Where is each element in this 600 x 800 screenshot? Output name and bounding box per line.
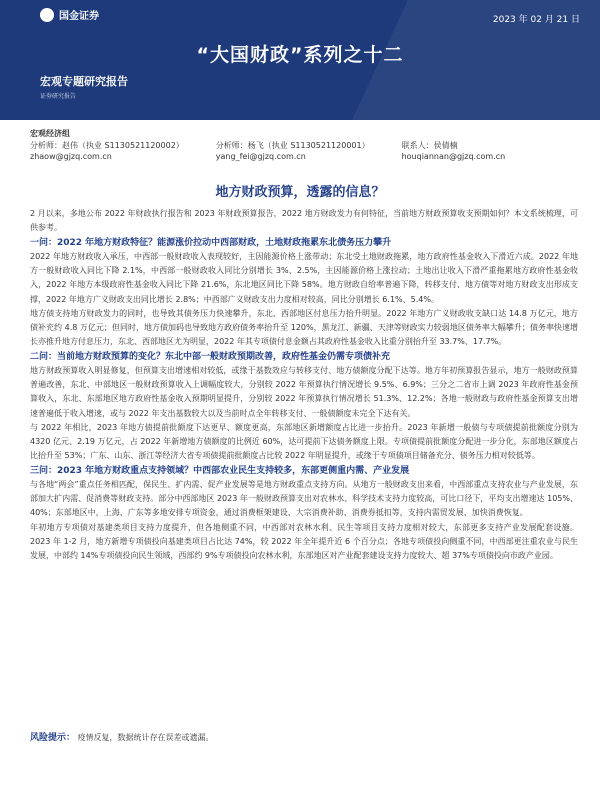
analyst-list xyxy=(30,140,580,162)
contact xyxy=(402,140,506,162)
report-title: “大国财政”系列之十二 xyxy=(196,44,404,66)
section-3-paragraph-2: 年初地方专项债对基建类项目支持力度提升，但各地侧重不同，中西部对农林水利、民生等项目支持力度相对较大，东部更多支持产业发展配套设施。2023 年 1-2 月，地方新增专项债投向基建类项目占比达 74%，较 2022 年全年提升近 6 个百分点；各地专项债投向侧重不同，中西部更注重农业与民生发展，中部约 14%专项债投向民生领域，西部约 9%专项债投向农林水利，东部地区对产业配套建设支持力度较大、超 37%专项债投向市政产业园。 xyxy=(30,522,578,560)
logo-icon xyxy=(40,8,54,22)
intro-paragraph: 2 月以来，多地公布 2022 年财政执行报告和 2023 年财政预算报告，2022 地方财政发力有何特征，当前地方财政预算收支预期如何？本文系统梳理，可供参考。 xyxy=(30,209,578,233)
analyst-info xyxy=(30,128,580,162)
analyst-name: 分析师：杨飞（执业 S1130521120001） xyxy=(215,141,370,150)
research-group: 宏观经济组 xyxy=(30,129,70,138)
section-1-heading: 一问：2022 年地方财政特征？能源涨价拉动中西部财政，土地财政拖累东北债务压力攀升 xyxy=(30,237,392,248)
contact-email: houqiannan@gjzq.com.cn xyxy=(401,152,506,161)
analyst-1 xyxy=(30,140,184,162)
contact-name: 联系人：侯倩楠 xyxy=(401,141,458,150)
report-body xyxy=(30,207,578,563)
section-3-heading: 三问：2023 年地方财政重点支持领域？中西部农业民生支持较多，东部更侧重内需、产业发展 xyxy=(30,465,410,476)
section-3-paragraph-1: 与各地“两会”重点任务相匹配，保民生、扩内需、促产业发展等是地方财政重点支持方向。从地方一般财政支出来看，中西部重点支持农业与产业发展，东部加大扩内需、促消费等财政支持。部分中西部地区 2023 年一般财政预算支出对农林水、科学技术支持力度较高，可比口径下，平均支出增速达 105%、40%；东部地区中，上海、广东等多地安排专项资金，通过消费框架建设、大宗消费补助、消费券抵扣等，支持内需贸发展、加快消费恢复。 xyxy=(30,479,578,518)
section-2-heading: 二问：当前地方财政预算的变化？东北中部一般财政预期改善，政府性基金仍需专项债补充 xyxy=(30,351,391,362)
analyst-2 xyxy=(216,140,370,162)
logo-text: 国金证券 xyxy=(59,11,99,22)
header-banner xyxy=(0,0,600,120)
report-date: 2023 年 02 月 21 日 xyxy=(492,15,580,25)
document-title: 地方财政预算，透露的信息？ xyxy=(215,185,385,200)
section-1-paragraph-1: 2022 年地方财政收入承压，中西部一般财政收入表现较好，主因能源价格上涨带动；东北受土地财政拖累，地方政府性基金收入下滑近六成。2022 年地方一般财政收入同比下降 2.1%，中西部一般财政收入同比分别增长 3%、2.5%，主因能源价格上涨拉动；土地出让收入下滑严重拖累地方政府性基金收入，2022 年地方本级政府性基金收入同比下降 21.6%，东北地区同比下降 58%。地方财政自给率普遍下降，转移支付、地方债等对地方财政支出形成支撑，2022 年地方广义财政支出同比增长 2.8%；中西部广义财政支出力度相对较高，同比分别增长 6.1%、5.4%。 xyxy=(30,251,578,304)
section-1-paragraph-2: 地方债支持地方财政发力的同时，也导致其债务压力快速攀升，东北、西部地区付息压力抬升明显。2022 年地方广义财政收支缺口达 14.8 万亿元，地方债补充约 4.8 万亿元；但同时，地方债加码也导致地方政府债务率抬升至 120%，黑龙江、新疆、天津等财政实力较弱地区债务率大幅攀升；债务率快速增长亦推升地方付息压力，东北、西部地区尤为明显，2022 年其专项债付息金额占其政府性基金收入比重分别抬升至 33.7%、17.7%。 xyxy=(30,308,578,347)
risk-label: 风险提示： xyxy=(30,733,76,743)
analyst-email: zhaow@gjzq.com.cn xyxy=(30,152,112,161)
risk-text: 疫情反复，数据统计存在误差或遗漏。 xyxy=(77,733,214,742)
section-2-paragraph-1: 地方财政预算收入明显修复，但预算支出增速相对较低，或缘于基数效应与转移支付、地方债额度分配下达等。地方年初预算报告显示，地方一般财政预算普遍改善，东北、中部地区一般财政预算收入上调幅度较大，分别较 2022 年预算执行情况增长 9.5%、6.9%；三分之二省市上调 2023 年政府性基金预算收入，东北、东部地区地方政府性基金收入预期明显提升，分别较 2022 年预算执行情况增长 51.3%、12.2%；各地一般财政与政府性基金预算支出增速普遍低于收入增速，或与 2022 年支出基数较大以及当前时点全年转移支付、一般债额度未完全下达有关。 xyxy=(30,365,578,418)
section-2-paragraph-2: 与 2022 年相比，2023 年地方债提前批额度下达更早、额度更高，东部地区新增额度占比进一步抬升。2023 年新增一般债与专项债提前批额度分别为 4320 亿元、2.19 万亿元，占 2022 年新增地方债额度的比例近 60%，达可提前下达债务额度上限。专项债提前批额度分配进一步分化，东部地区额度占比抬升至 53%；广东、山东、浙江等经济大省专项债提前批额度占比较 2022 年明显提升，或缘于专项债项目储备充分、债务压力相对较低等。 xyxy=(30,422,578,461)
analyst-email: yang_fei@gjzq.com.cn xyxy=(215,152,306,161)
brand-logo xyxy=(40,7,99,22)
risk-warning xyxy=(30,730,578,743)
report-subtype: 证券研究报告 xyxy=(40,93,77,100)
analyst-name: 分析师：赵伟（执业 S1130521120002） xyxy=(30,141,184,150)
report-type: 宏观专题研究报告 xyxy=(40,75,128,88)
